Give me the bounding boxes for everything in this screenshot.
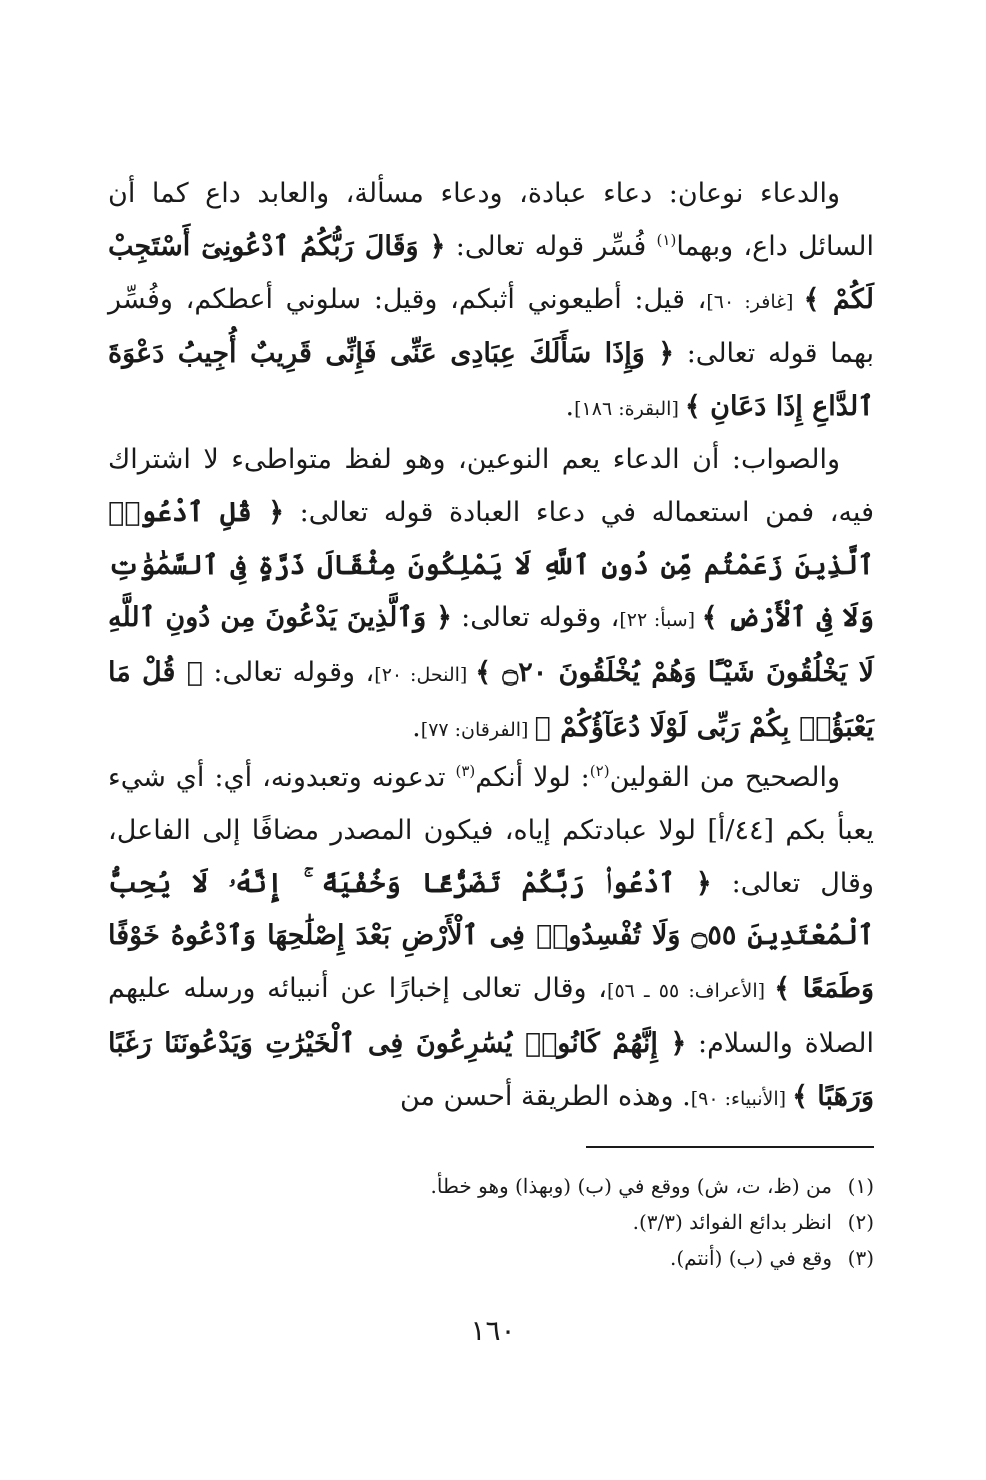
footnote-marker[interactable]: (٢): [589, 762, 610, 780]
footnote-marker[interactable]: (١): [656, 230, 677, 249]
verse-citation: [النحل: ٢٠]: [374, 664, 476, 687]
body-text: . وهذه الطريقة أحسن من: [399, 1080, 691, 1112]
body-text: : لولا أنكم: [475, 762, 590, 793]
body-text: والدعاء نوعان: دعاء عبادة، ودعاء مسألة، والعابد داع كما أن السائل داع، وبهما: [108, 178, 875, 262]
verse-citation: [سبأ: ٢٢]: [619, 609, 702, 632]
verse-citation: [البقرة: ١٨٦]: [574, 398, 685, 421]
footnotes: [300, 1168, 874, 1276]
body-text: ، وقوله تعالى:: [451, 602, 620, 634]
footnote-text: من (ظ، ت، ش) ووقع في (ب) (وبهذا) وهو خطأ.: [430, 1174, 832, 1198]
footnote-2: [300, 1204, 874, 1240]
verse-citation: [غافر: ٦٠]: [706, 290, 804, 313]
quran-verse: ﴿ ٱدْعُوا۟ رَبَّكُمْ تَضَرُّعًا وَخُفْيَةً ۚ إِنَّهُۥ لَا يُحِبُّ ٱلْمُعْتَدِينَ ۝٥٥ وَلَا تُفْسِدُوا۟ فِى ٱلْأَرْضِ بَعْدَ إِصْلَٰحِهَا وَٱدْعُوهُ خَوْفًا وَطَمَعًا ﴾: [108, 867, 874, 1005]
quran-verse: ﴿ إِنَّهُمْ كَانُوا۟ يُسَٰرِعُونَ فِى ٱلْخَيْرَٰتِ وَيَدْعُونَنَا رَغَبًا وَرَهَبًا ﴾: [108, 1027, 874, 1112]
paragraph-text: [108, 752, 874, 1126]
body-text: ، قيل: أطيعوني أثبكم، وقيل: سلوني أعطكم، وفُسِّر بهما قوله تعالى:: [108, 283, 874, 370]
body-text: فُسِّر قوله تعالى:: [445, 230, 657, 262]
footnote-number: (٢): [847, 1210, 874, 1234]
quran-verse: ﴿ قُلِ ٱدْعُوا۟ ٱلَّذِينَ زَعَمْتُم مِّن دُونِ ٱللَّهِ لَا يَمْلِكُونَ مِثْقَالَ ذَرَّةٍ فِى ٱلسَّمَٰوَٰتِ وَلَا فِى ٱلْأَرْضِ ﴾: [108, 496, 875, 634]
verse-citation: [الأعراف: ٥٥ ـ ٥٦]: [607, 980, 775, 1003]
footnote-number: (١): [847, 1174, 874, 1198]
quran-verse: ﴿ وَقَالَ رَبُّكُمُ ٱدْعُونِىٓ أَسْتَجِبْ لَكُمْ ﴾: [108, 230, 875, 315]
body-paragraph-1: [108, 168, 874, 436]
page-number: ١٦٠: [470, 1314, 516, 1347]
footnote-text: انظر بدائع الفوائد (٣/٣).: [632, 1210, 832, 1234]
body-text: ، وقال تعالى إخبارًا عن أنبيائه ورسله عليهم الصلاة والسلام:: [108, 973, 874, 1059]
paragraph-text: [108, 168, 874, 436]
footnote-text: وقع في (ب) (أنتم).: [669, 1246, 832, 1270]
body-text: .: [412, 711, 421, 743]
body-text: ، وقوله تعالى:: [202, 657, 375, 689]
footnote-divider: [586, 1146, 874, 1148]
body-text: تدعونه وتعبدونه، أي: أي شيء يعبأ بكم [٤٤/أ] لولا عبادتكم إياه، فيكون المصدر مضافًا إلى الفاعل، وقال تعالى:: [108, 762, 874, 899]
paragraph-text: [108, 434, 874, 757]
quran-verse: ﴿ قُلْ مَا يَعْبَؤُا۟ بِكُمْ رَبِّى لَوْلَا دُعَآؤُكُمْ ﴾: [108, 657, 874, 743]
body-paragraph-3: [108, 752, 874, 1126]
footnote-marker[interactable]: (٣): [455, 762, 476, 780]
verse-citation: [الفرقان: ٧٧]: [420, 718, 535, 741]
footnote-number: (٣): [847, 1246, 874, 1270]
body-paragraph-2: [108, 434, 874, 757]
verse-citation: [الأنبياء: ٩٠]: [690, 1087, 793, 1110]
body-text: والصواب: أن الدعاء يعم النوعين، وهو لفظ متواطىء لا اشتراك فيه، فمن استعماله في دعاء العبادة قوله تعالى:: [108, 444, 874, 528]
footnote-1: [300, 1168, 874, 1204]
body-text: والصحيح من القولين: [609, 762, 840, 793]
footnote-3: [300, 1240, 874, 1276]
body-text: .: [565, 391, 575, 423]
quran-verse: ﴿ وَإِذَا سَأَلَكَ عِبَادِى عَنِّى فَإِنِّى قَرِيبٌ أُجِيبُ دَعْوَةَ ٱلدَّاعِ إِذَا دَعَانِ ﴾: [108, 338, 874, 423]
quran-verse: ﴿ وَٱلَّذِينَ يَدْعُونَ مِن دُونِ ٱللَّهِ لَا يَخْلُقُونَ شَيْـًٔا وَهُمْ يُخْلَقُونَ ۝٢٠ ﴾: [108, 602, 874, 689]
